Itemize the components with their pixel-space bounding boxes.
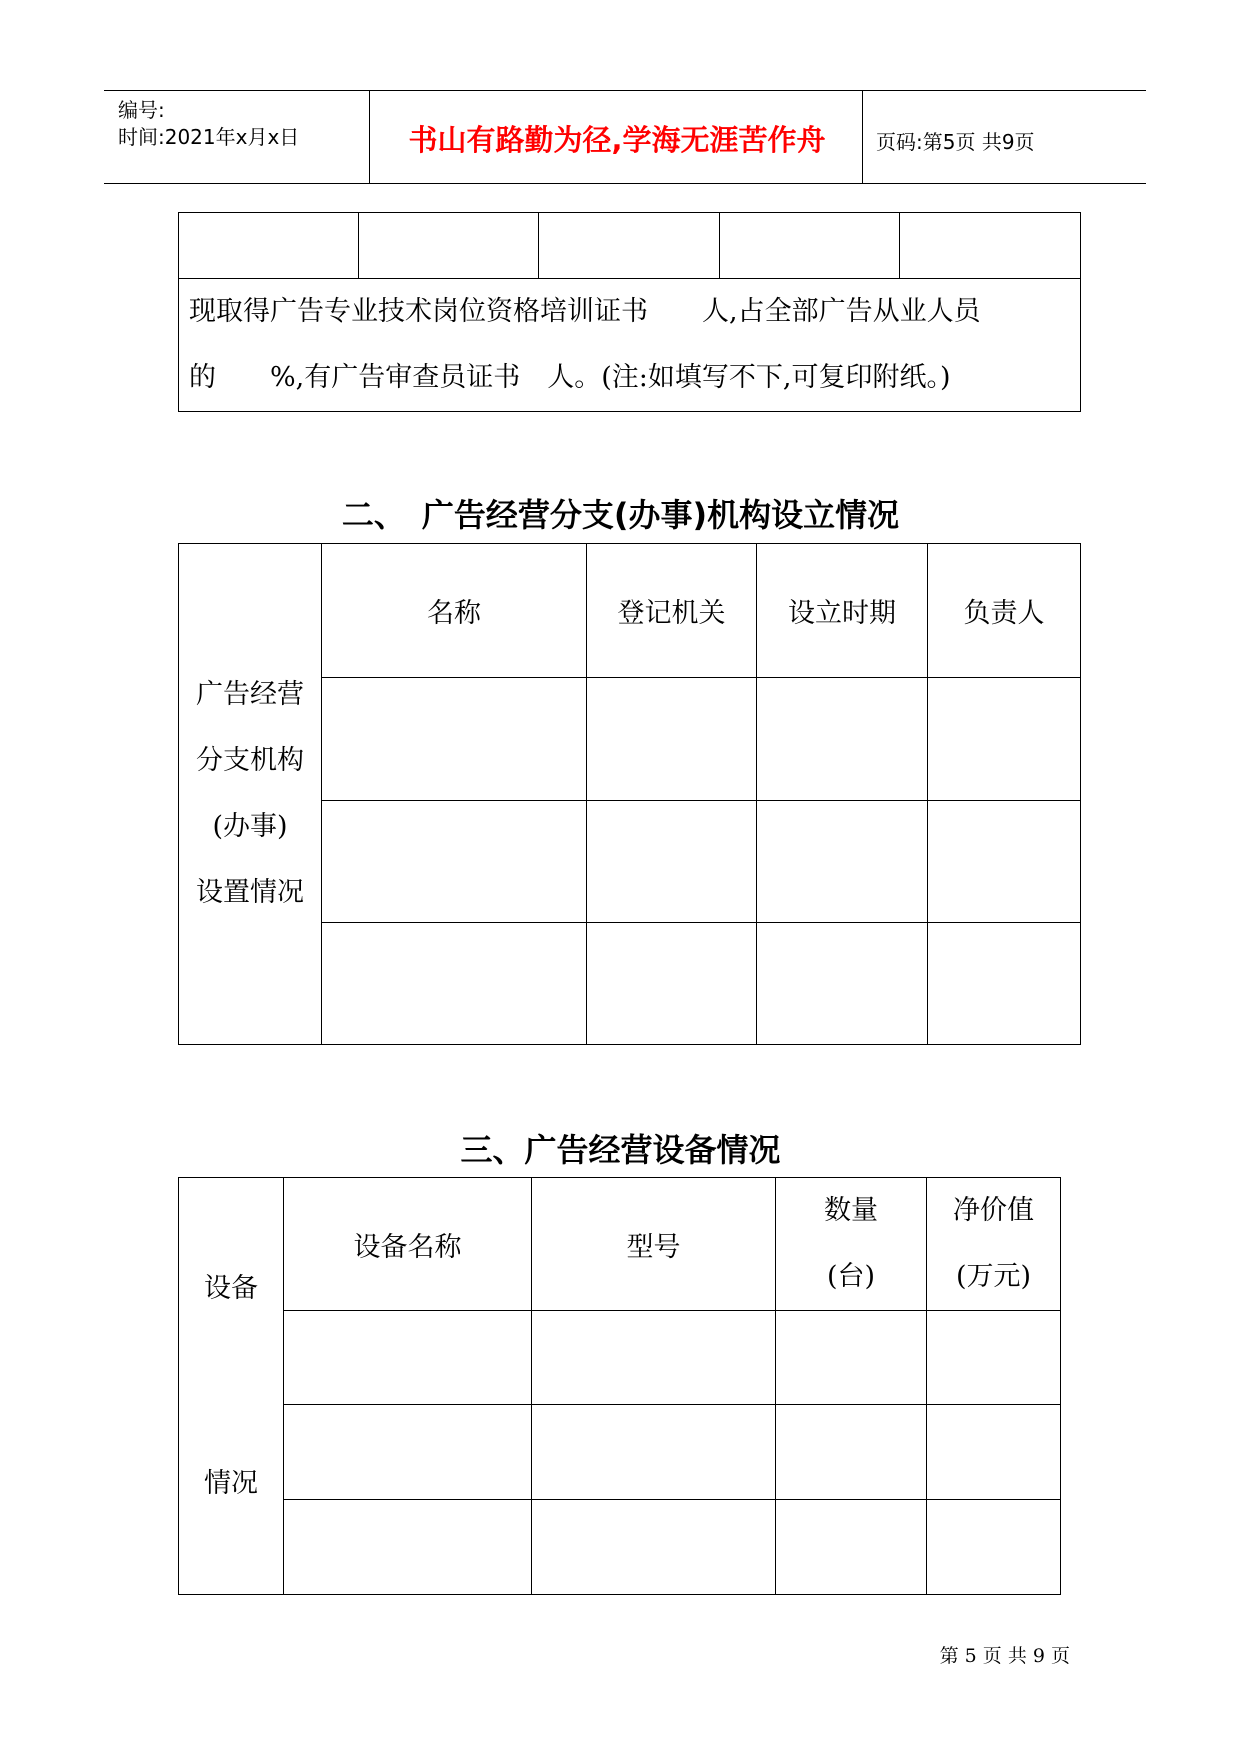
equipment-cell[interactable] [776, 1405, 927, 1500]
equipment-cell[interactable] [927, 1405, 1061, 1500]
col-header-establish-date: 设立时期 [757, 544, 928, 678]
col-header-name: 名称 [322, 544, 587, 678]
staff-cell[interactable] [720, 213, 900, 279]
equipment-cell[interactable] [284, 1311, 532, 1405]
branch-row-header-line: (办事) [212, 811, 288, 842]
equipment-cell[interactable] [927, 1311, 1061, 1405]
branch-cell[interactable] [928, 923, 1081, 1045]
header-top-rule [104, 90, 1146, 91]
staff-cell[interactable] [179, 213, 359, 279]
branch-cell[interactable] [587, 678, 757, 801]
branch-cell[interactable] [587, 801, 757, 923]
branch-cell[interactable] [757, 801, 928, 923]
col-header-person-in-charge: 负责人 [928, 544, 1081, 678]
equipment-row-header-top: 设备 [204, 1273, 258, 1304]
equipment-cell[interactable] [776, 1311, 927, 1405]
col-header-quantity-line: 数量 [824, 1195, 878, 1226]
col-header-net-value [927, 1178, 1061, 1311]
col-header-net-value-line: 净价值 [953, 1195, 1034, 1226]
equipment-row-header-bottom: 情况 [204, 1468, 258, 1499]
footer-page-number: 第 5 页 共 9 页 [939, 1645, 1070, 1667]
col-header-quantity [776, 1178, 927, 1311]
staff-cell[interactable] [900, 213, 1081, 279]
staff-cell[interactable] [539, 213, 720, 279]
col-header-equipment-name: 设备名称 [284, 1178, 532, 1311]
equipment-cell[interactable] [532, 1311, 776, 1405]
branch-cell[interactable] [757, 923, 928, 1045]
branch-cell[interactable] [587, 923, 757, 1045]
branch-row-header-line: 广告经营 [196, 679, 304, 710]
equipment-cell[interactable] [532, 1405, 776, 1500]
certificate-note-line-2: 的 %,有广告审查员证书 人。(注:如填写不下,可复印附纸。) [189, 362, 951, 393]
equipment-section-title: 三、广告经营设备情况 [460, 1131, 781, 1169]
branch-cell[interactable] [757, 678, 928, 801]
equipment-cell[interactable] [284, 1405, 532, 1500]
branch-section-title: 二、 广告经营分支(办事)机构设立情况 [341, 496, 900, 534]
equipment-cell[interactable] [532, 1500, 776, 1595]
time-label: 时间:2021年x月x日 [118, 125, 300, 149]
branch-row-header-line: 设置情况 [196, 877, 304, 908]
col-header-net-value-unit: (万元) [955, 1261, 1032, 1292]
col-header-registration-authority: 登记机关 [587, 544, 757, 678]
header-divider-right [862, 90, 863, 184]
branch-cell[interactable] [322, 923, 587, 1045]
staff-table [178, 212, 1081, 412]
page-number-label: 页码:第5页 共9页 [876, 130, 1035, 154]
branch-table [178, 543, 1081, 1045]
header-divider-left [369, 90, 370, 184]
equipment-cell[interactable] [284, 1500, 532, 1595]
col-header-model: 型号 [532, 1178, 776, 1311]
branch-cell[interactable] [322, 801, 587, 923]
equipment-table [178, 1177, 1061, 1595]
equipment-row-header [179, 1178, 284, 1595]
col-header-quantity-unit: (台) [826, 1261, 876, 1292]
header-bottom-rule [104, 183, 1146, 184]
branch-row-header [179, 544, 322, 1045]
serial-label: 编号: [118, 98, 165, 122]
branch-row-header-line: 分支机构 [196, 745, 304, 776]
equipment-cell[interactable] [927, 1500, 1061, 1595]
certificate-note-line-1: 现取得广告专业技术岗位资格培训证书 人,占全部广告从业人员 [189, 296, 981, 327]
branch-cell[interactable] [322, 678, 587, 801]
staff-cell[interactable] [359, 213, 539, 279]
equipment-cell[interactable] [776, 1500, 927, 1595]
branch-cell[interactable] [928, 801, 1081, 923]
branch-cell[interactable] [928, 678, 1081, 801]
header-motto: 书山有路勤为径,学海无涯苦作舟 [408, 123, 826, 157]
certificate-note [179, 279, 1081, 412]
